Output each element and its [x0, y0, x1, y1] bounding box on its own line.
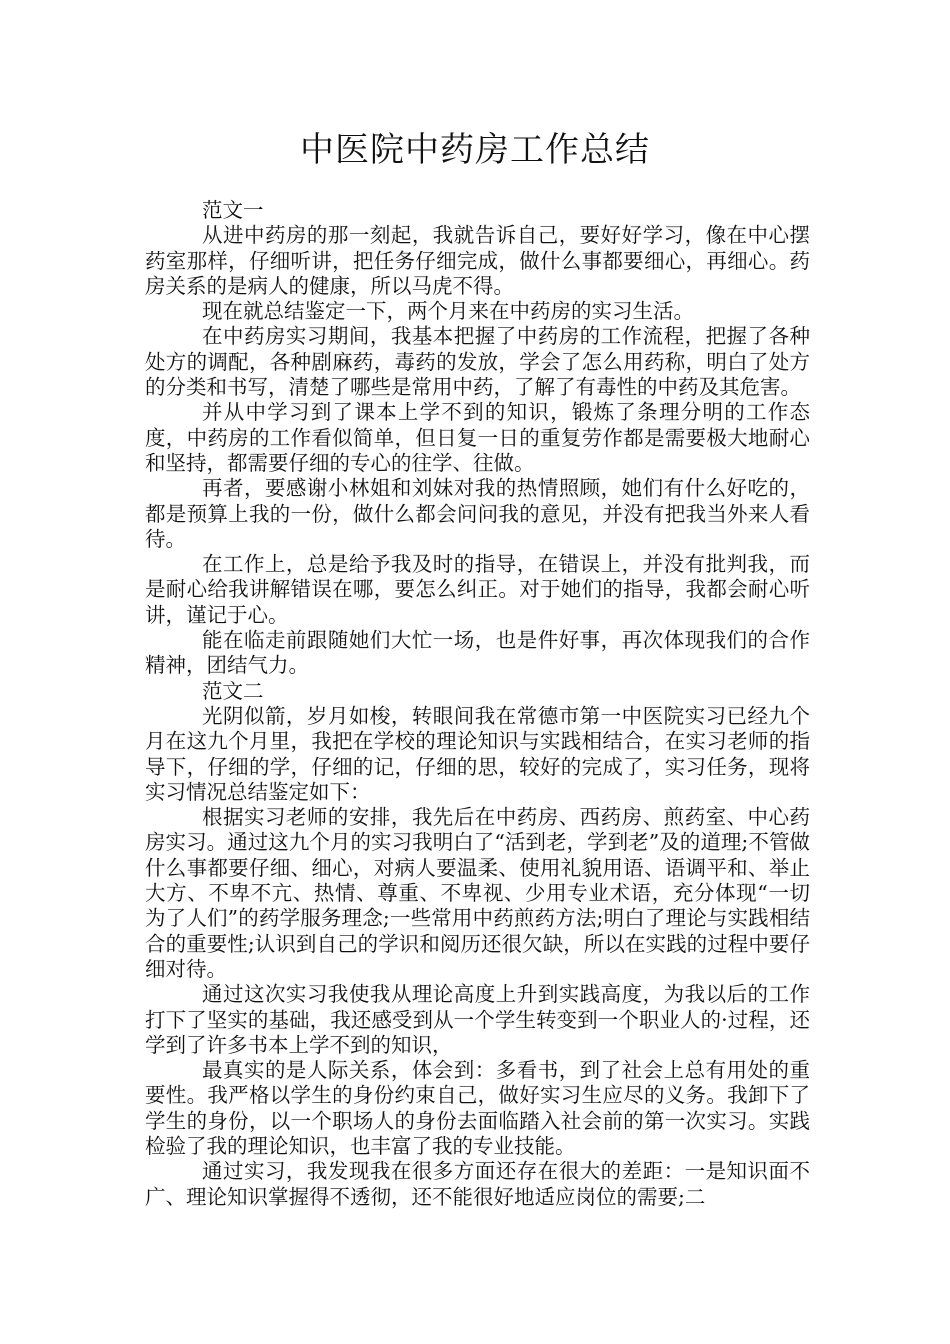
paragraph: 在中药房实习期间，我基本把握了中药房的工作流程，把握了各种处方的调配，各种剧麻药，毒药的发放，学会了怎么用药称，明白了处方的分类和书写，清楚了哪些是常用中药，了解了有毒性的中药及其危害。 — [145, 324, 810, 400]
paragraph: 通过实习，我发现我在很多方面还存在很大的差距：一是知识面不广、理论知识掌握得不透彻，还不能很好地适应岗位的需要;二 — [145, 1159, 810, 1209]
document-title: 中医院中药房工作总结 — [300, 130, 650, 170]
paragraph: 最真实的是人际关系，体会到：多看书，到了社会上总有用处的重要性。我严格以学生的身份约束自己，做好实习生应尽的义务。我卸下了学生的身份，以一个职场人的身份去面临踏入社会前的第一次实习。实践检验了我的理论知识，也丰富了我的专业技能。 — [145, 1058, 810, 1158]
paragraph: 根据实习老师的安排，我先后在中药房、西药房、煎药室、中心药房实习。通过这九个月的实习我明白了“活到老，学到老”及的道理;不管做什么事都要仔细、细心，对病人要温柔、使用礼貌用语、语调平和、举止大方、不卑不亢、热情、尊重、不卑视、少用专业术语，充分体现“一切为了人们”的药学服务理念;一些常用中药煎药方法;明白了理论与实践相结合的重要性;认识到自己的学识和阅历还很欠缺，所以在实践的过程中要仔细对待。 — [145, 805, 810, 981]
document-body — [145, 198, 810, 1210]
paragraph: 光阴似箭，岁月如梭，转眼间我在常德市第一中医院实习已经九个月在这九个月里，我把在学校的理论知识与实践相结合，在实习老师的指导下，仔细的学，仔细的记，仔细的思，较好的完成了，实习任务，现将实习情况总结鉴定如下： — [145, 703, 810, 804]
paragraph: 从进中药房的那一刻起，我就告诉自己，要好好学习，像在中心摆药室那样，仔细听讲，把任务仔细完成，做什么事都要细心，再细心。药房关系的是病人的健康，所以马虎不得。 — [145, 223, 810, 298]
section-heading-1: 范文一 — [202, 198, 264, 222]
paragraph: 能在临走前跟随她们大忙一场，也是件好事，再次体现我们的合作精神，团结气力。 — [145, 628, 810, 678]
paragraph: 通过这次实习我使我从理论高度上升到实践高度，为我以后的工作打下了坚实的基础，我还感受到从一个学生转变到一个职业人的·过程，还学到了许多书本上学不到的知识， — [145, 982, 810, 1057]
paragraph: 在工作上，总是给予我及时的指导，在错误上，并没有批判我，而是耐心给我讲解错误在哪，要怎么纠正。对于她们的指导，我都会耐心听讲，谨记于心。 — [145, 552, 810, 627]
section-heading-2: 范文二 — [202, 678, 264, 703]
paragraph: 现在就总结鉴定一下，两个月来在中药房的实习生活。 — [202, 299, 694, 324]
paragraph: 再者，要感谢小林姐和刘妹对我的热情照顾，她们有什么好吃的，都是预算上我的一份，做什么都会问问我的意见，并没有把我当外来人看待。 — [145, 476, 810, 551]
paragraph: 并从中学习到了课本上学不到的知识，锻炼了条理分明的工作态度，中药房的工作看似简单，但日复一日的重复劳作都是需要极大地耐心和坚持，都需要仔细的专心的往学、往做。 — [145, 400, 810, 475]
